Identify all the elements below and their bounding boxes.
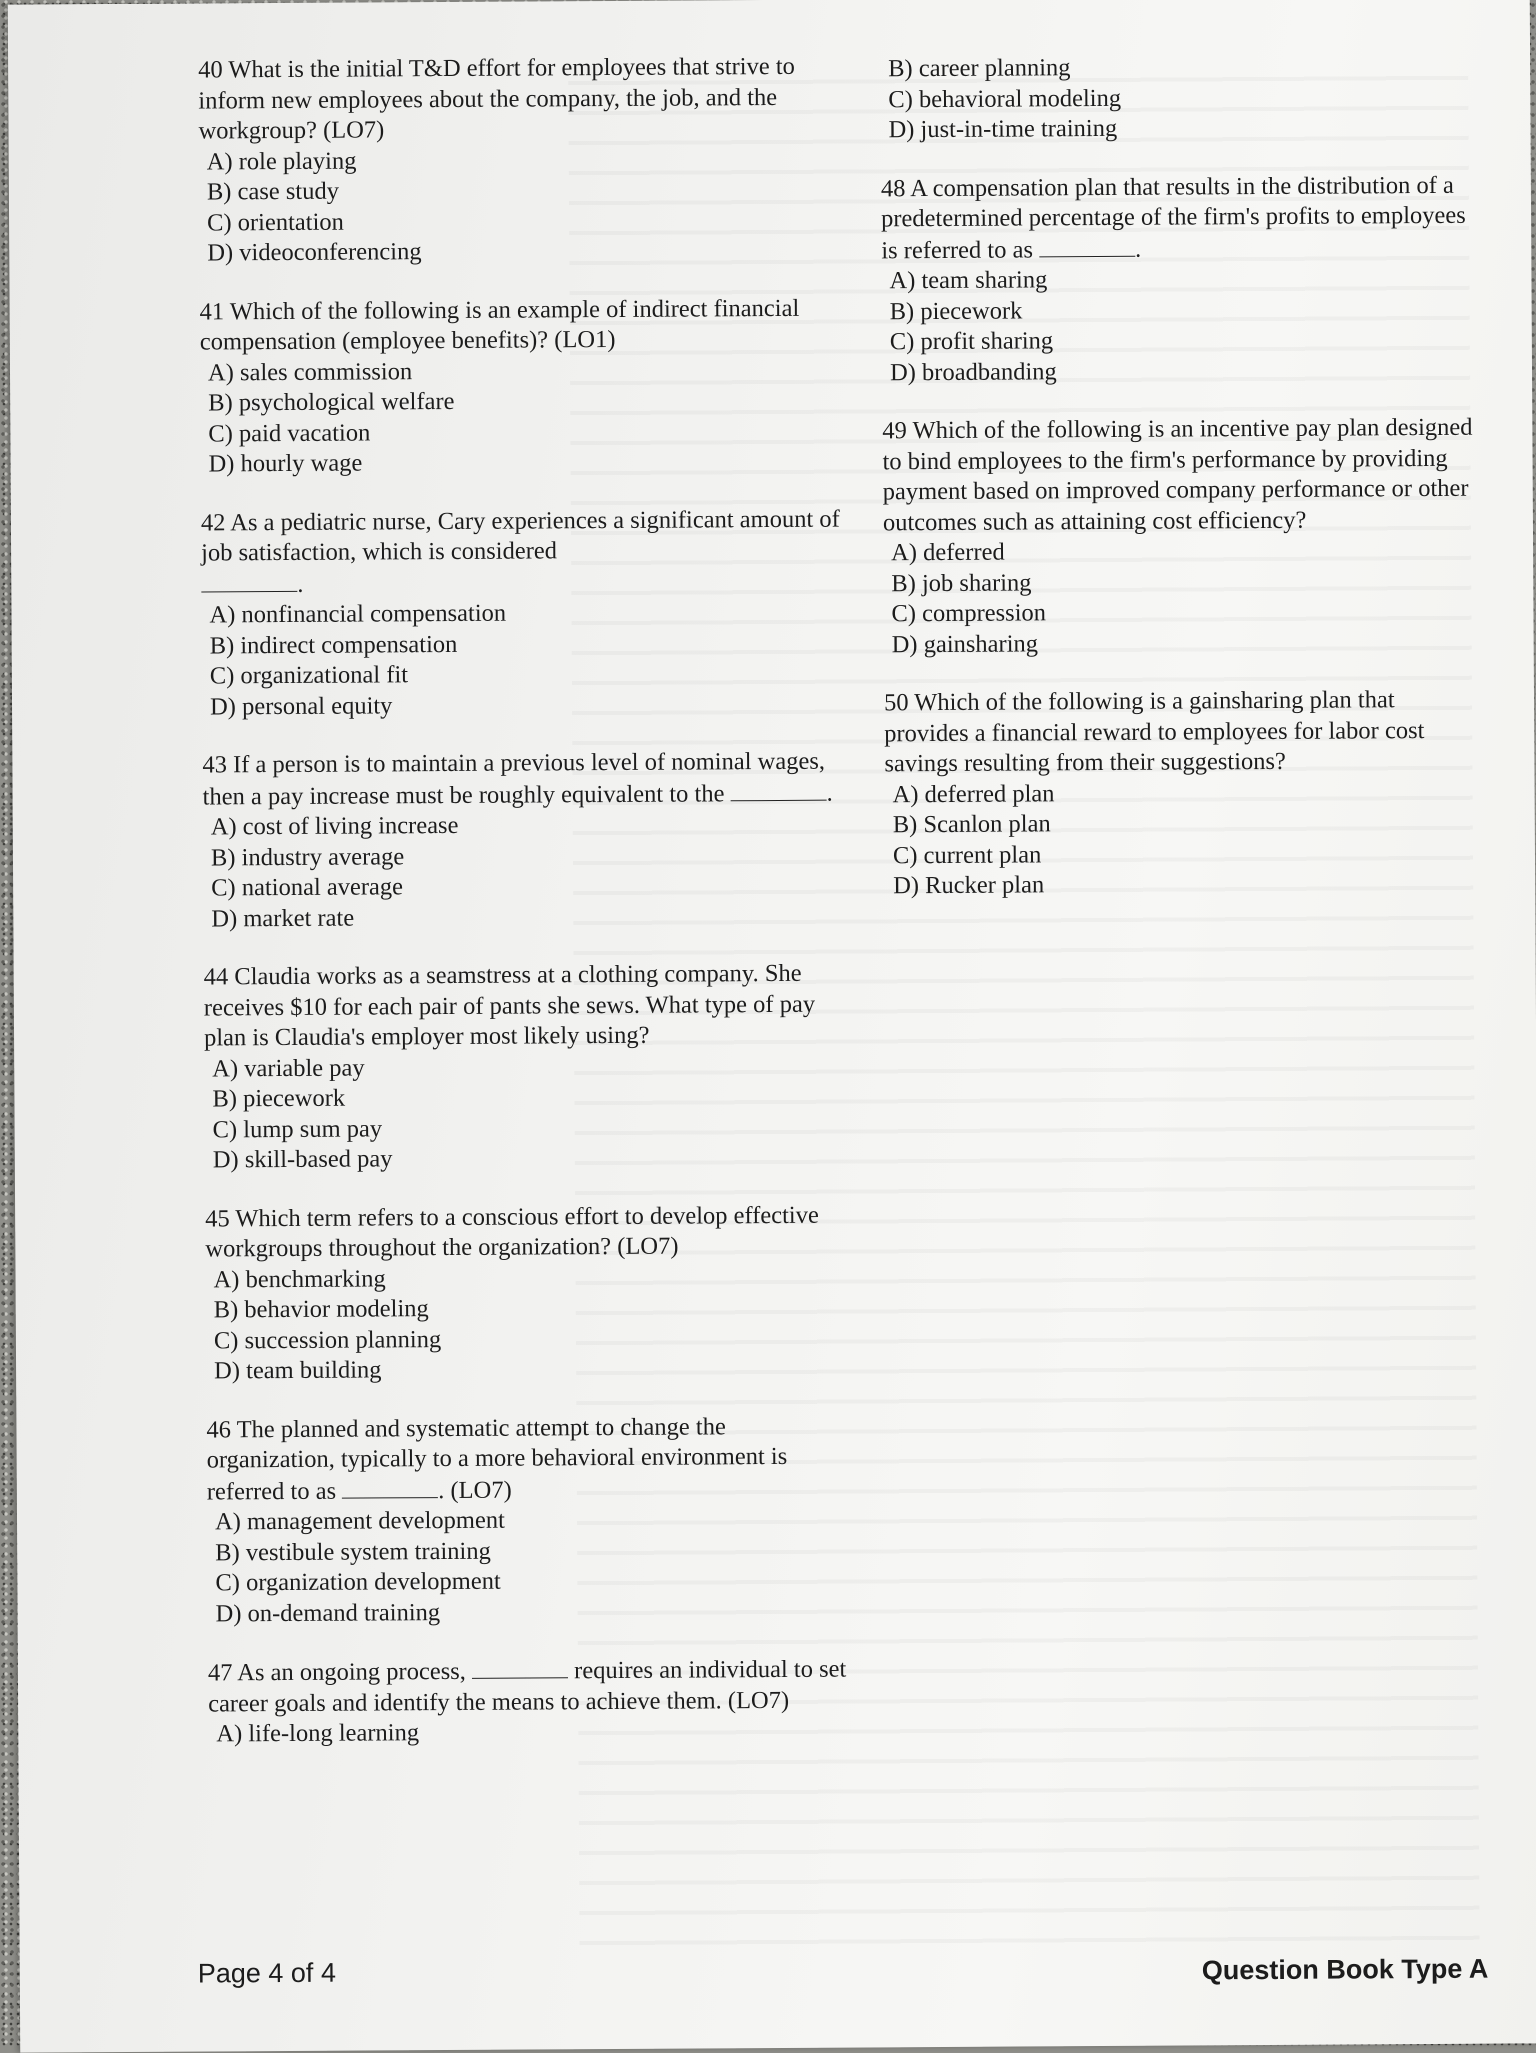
question-text: Which of the following is an incentive pay plan designed to bind employees to the firm's performance by providing payment based on improved company performance or other outcomes such as attaining cost efficiency? (882, 413, 1473, 536)
question-text: Which of the following is an example of indirect financial compensation (employee benefits)? (LO1) (199, 294, 800, 356)
answer-option-b: B) behavior modeling (213, 1295, 429, 1324)
answer-option-b: B) case study (206, 177, 339, 206)
left-column (198, 52, 849, 1778)
answer-options (204, 1050, 845, 1176)
question-number: 40 (198, 56, 223, 84)
answer-option-d: D) personal equity (209, 691, 393, 720)
answer-option-c: C) national average (211, 873, 404, 902)
question-number: 41 (199, 297, 225, 326)
question-stem (208, 1654, 848, 1720)
answer-option-b: B) industry average (210, 842, 405, 871)
question-text-after-blank: . (297, 570, 304, 598)
answer-option-c: C) compression (891, 599, 1047, 628)
answer-option-c: C) orientation (207, 208, 344, 236)
answer-option-a: A) nonfinancial compensation (209, 599, 507, 629)
answer-option-b: B) psychological welfare (208, 387, 455, 417)
answer-option-c: C) paid vacation (208, 418, 371, 447)
question-46 (206, 1411, 847, 1629)
answer-blank (472, 1655, 568, 1679)
answer-options (201, 597, 842, 723)
answer-option-b: B) Scanlon plan (892, 810, 1051, 839)
question-number: 44 (203, 963, 229, 991)
answer-option-a: A) management development (214, 1506, 505, 1536)
answer-option-d: D) team building (214, 1356, 382, 1385)
question-text-after-blank: . (826, 779, 833, 807)
answer-option-a: A) life-long learning (216, 1719, 420, 1748)
answer-options (205, 1261, 846, 1387)
question-stem (202, 747, 842, 813)
question-43 (202, 747, 843, 935)
answer-options (199, 143, 840, 269)
page-number-footer: Page 4 of 4 (197, 1957, 337, 1989)
question-text: Which of the following is a gainsharing plan that provides a financial reward to employees for labor cost savings resulting from their suggestions? (884, 686, 1425, 778)
question-number: 43 (202, 751, 227, 779)
answer-blank (342, 1475, 438, 1499)
question-number: 48 (880, 174, 906, 202)
question-stem (198, 52, 839, 147)
question-47-continued-options (880, 51, 1481, 146)
question-stem (206, 1411, 847, 1507)
answer-option-c: C) current plan (892, 840, 1042, 869)
question-40 (198, 52, 839, 269)
answer-option-a: A) role playing (206, 147, 357, 175)
answer-options (881, 263, 1482, 389)
answer-option-b: B) piecework (889, 296, 1023, 325)
exam-page (8, 0, 1536, 2053)
question-41 (200, 293, 841, 480)
answer-option-d: D) on-demand training (215, 1598, 441, 1627)
answer-option-c: C) behavioral modeling (888, 84, 1122, 113)
answer-option-c: C) lump sum pay (212, 1114, 383, 1143)
answer-option-b: B) piecework (212, 1084, 346, 1113)
answer-option-b: B) indirect compensation (209, 630, 458, 659)
question-number: 49 (882, 417, 907, 445)
answer-option-a: A) deferred plan (892, 779, 1055, 808)
answer-option-a: A) sales commission (207, 357, 413, 386)
answer-options (200, 354, 841, 480)
answer-options (203, 809, 844, 935)
question-text-after-blank: . (LO7) (438, 1476, 512, 1504)
answer-option-a: A) benchmarking (213, 1264, 386, 1293)
answer-option-c: C) profit sharing (889, 327, 1054, 356)
answer-option-a: A) team sharing (889, 266, 1048, 295)
question-text: Claudia works as a seamstress at a clothing company. She receives $10 for each pair of pants she sews. What type of pay plan is Claudia's employer most likely using? (203, 959, 816, 1052)
answer-option-d: D) skill-based pay (212, 1145, 393, 1174)
question-44 (204, 959, 845, 1176)
question-number: 47 (207, 1659, 233, 1687)
answer-option-c: C) succession planning (213, 1325, 442, 1354)
question-stem (884, 685, 1485, 780)
answer-option-a: A) variable pay (212, 1054, 365, 1082)
answer-option-d: D) Rucker plan (893, 871, 1045, 900)
answer-options (208, 1716, 848, 1750)
question-stem (205, 1200, 845, 1265)
question-book-type-footer: Question Book Type A (1201, 1953, 1489, 1986)
question-stem (204, 959, 845, 1054)
question-42 (201, 504, 842, 722)
question-number: 42 (200, 508, 226, 536)
question-stem (882, 413, 1483, 539)
answer-option-d: D) videoconferencing (207, 238, 422, 267)
answer-option-a: A) deferred (891, 538, 1005, 567)
answer-option-d: D) gainsharing (891, 629, 1039, 658)
answer-options (885, 776, 1486, 902)
answer-option-c: C) organization development (215, 1567, 501, 1597)
answer-option-b: B) vestibule system training (215, 1537, 491, 1566)
answer-options (207, 1504, 848, 1630)
question-number: 46 (206, 1415, 232, 1443)
answer-option-a: A) cost of living increase (210, 811, 459, 841)
question-text: As an ongoing process, (237, 1657, 466, 1687)
answer-option-c: C) organizational fit (209, 661, 409, 690)
answer-option-d: D) hourly wage (208, 449, 363, 478)
answer-option-d: D) just-in-time training (888, 114, 1118, 144)
question-stem (200, 293, 840, 358)
question-text: If a person is to maintain a previous level of nominal wages, then a pay increase must be roughly equivalent to the (202, 747, 826, 810)
right-column (880, 51, 1485, 930)
question-text: A compensation plan that results in the distribution of a predetermined percentage of the firm's profits to employees is referred to as (881, 171, 1466, 264)
question-number: 50 (883, 689, 909, 717)
question-49 (882, 413, 1483, 661)
question-stem (201, 504, 842, 600)
question-stem (881, 170, 1482, 266)
answer-blank (1039, 233, 1135, 257)
answer-option-b: B) career planning (888, 54, 1071, 83)
answer-option-b: B) job sharing (891, 568, 1032, 597)
question-47 (208, 1654, 849, 1750)
question-text: As a pediatric nurse, Cary experiences a significant amount of job satisfaction, which is considered (201, 505, 840, 567)
question-48 (881, 170, 1482, 388)
question-text: Which term refers to a conscious effort to develop effective workgroups throughout the organization? (LO7) (205, 1201, 819, 1263)
question-number: 45 (205, 1204, 230, 1232)
answer-option-d: D) market rate (211, 904, 355, 932)
answer-blank (730, 777, 826, 801)
question-text: What is the initial T&D effort for employees that strive to inform new employees about the company, the job, and the workgroup? (LO7) (198, 52, 795, 145)
question-50 (884, 685, 1485, 902)
question-text: The planned and systematic attempt to change the organization, typically to a more behavioral environment is referred to as (206, 1412, 788, 1505)
question-text-after-blank: requires an individual to set career goals and identify the means to achieve them. (LO7) (208, 1655, 847, 1717)
answer-blank (201, 568, 297, 592)
question-text-after-blank: . (1135, 235, 1142, 263)
answer-options (883, 535, 1484, 661)
question-45 (205, 1200, 846, 1387)
answer-option-d: D) broadbanding (889, 357, 1057, 386)
